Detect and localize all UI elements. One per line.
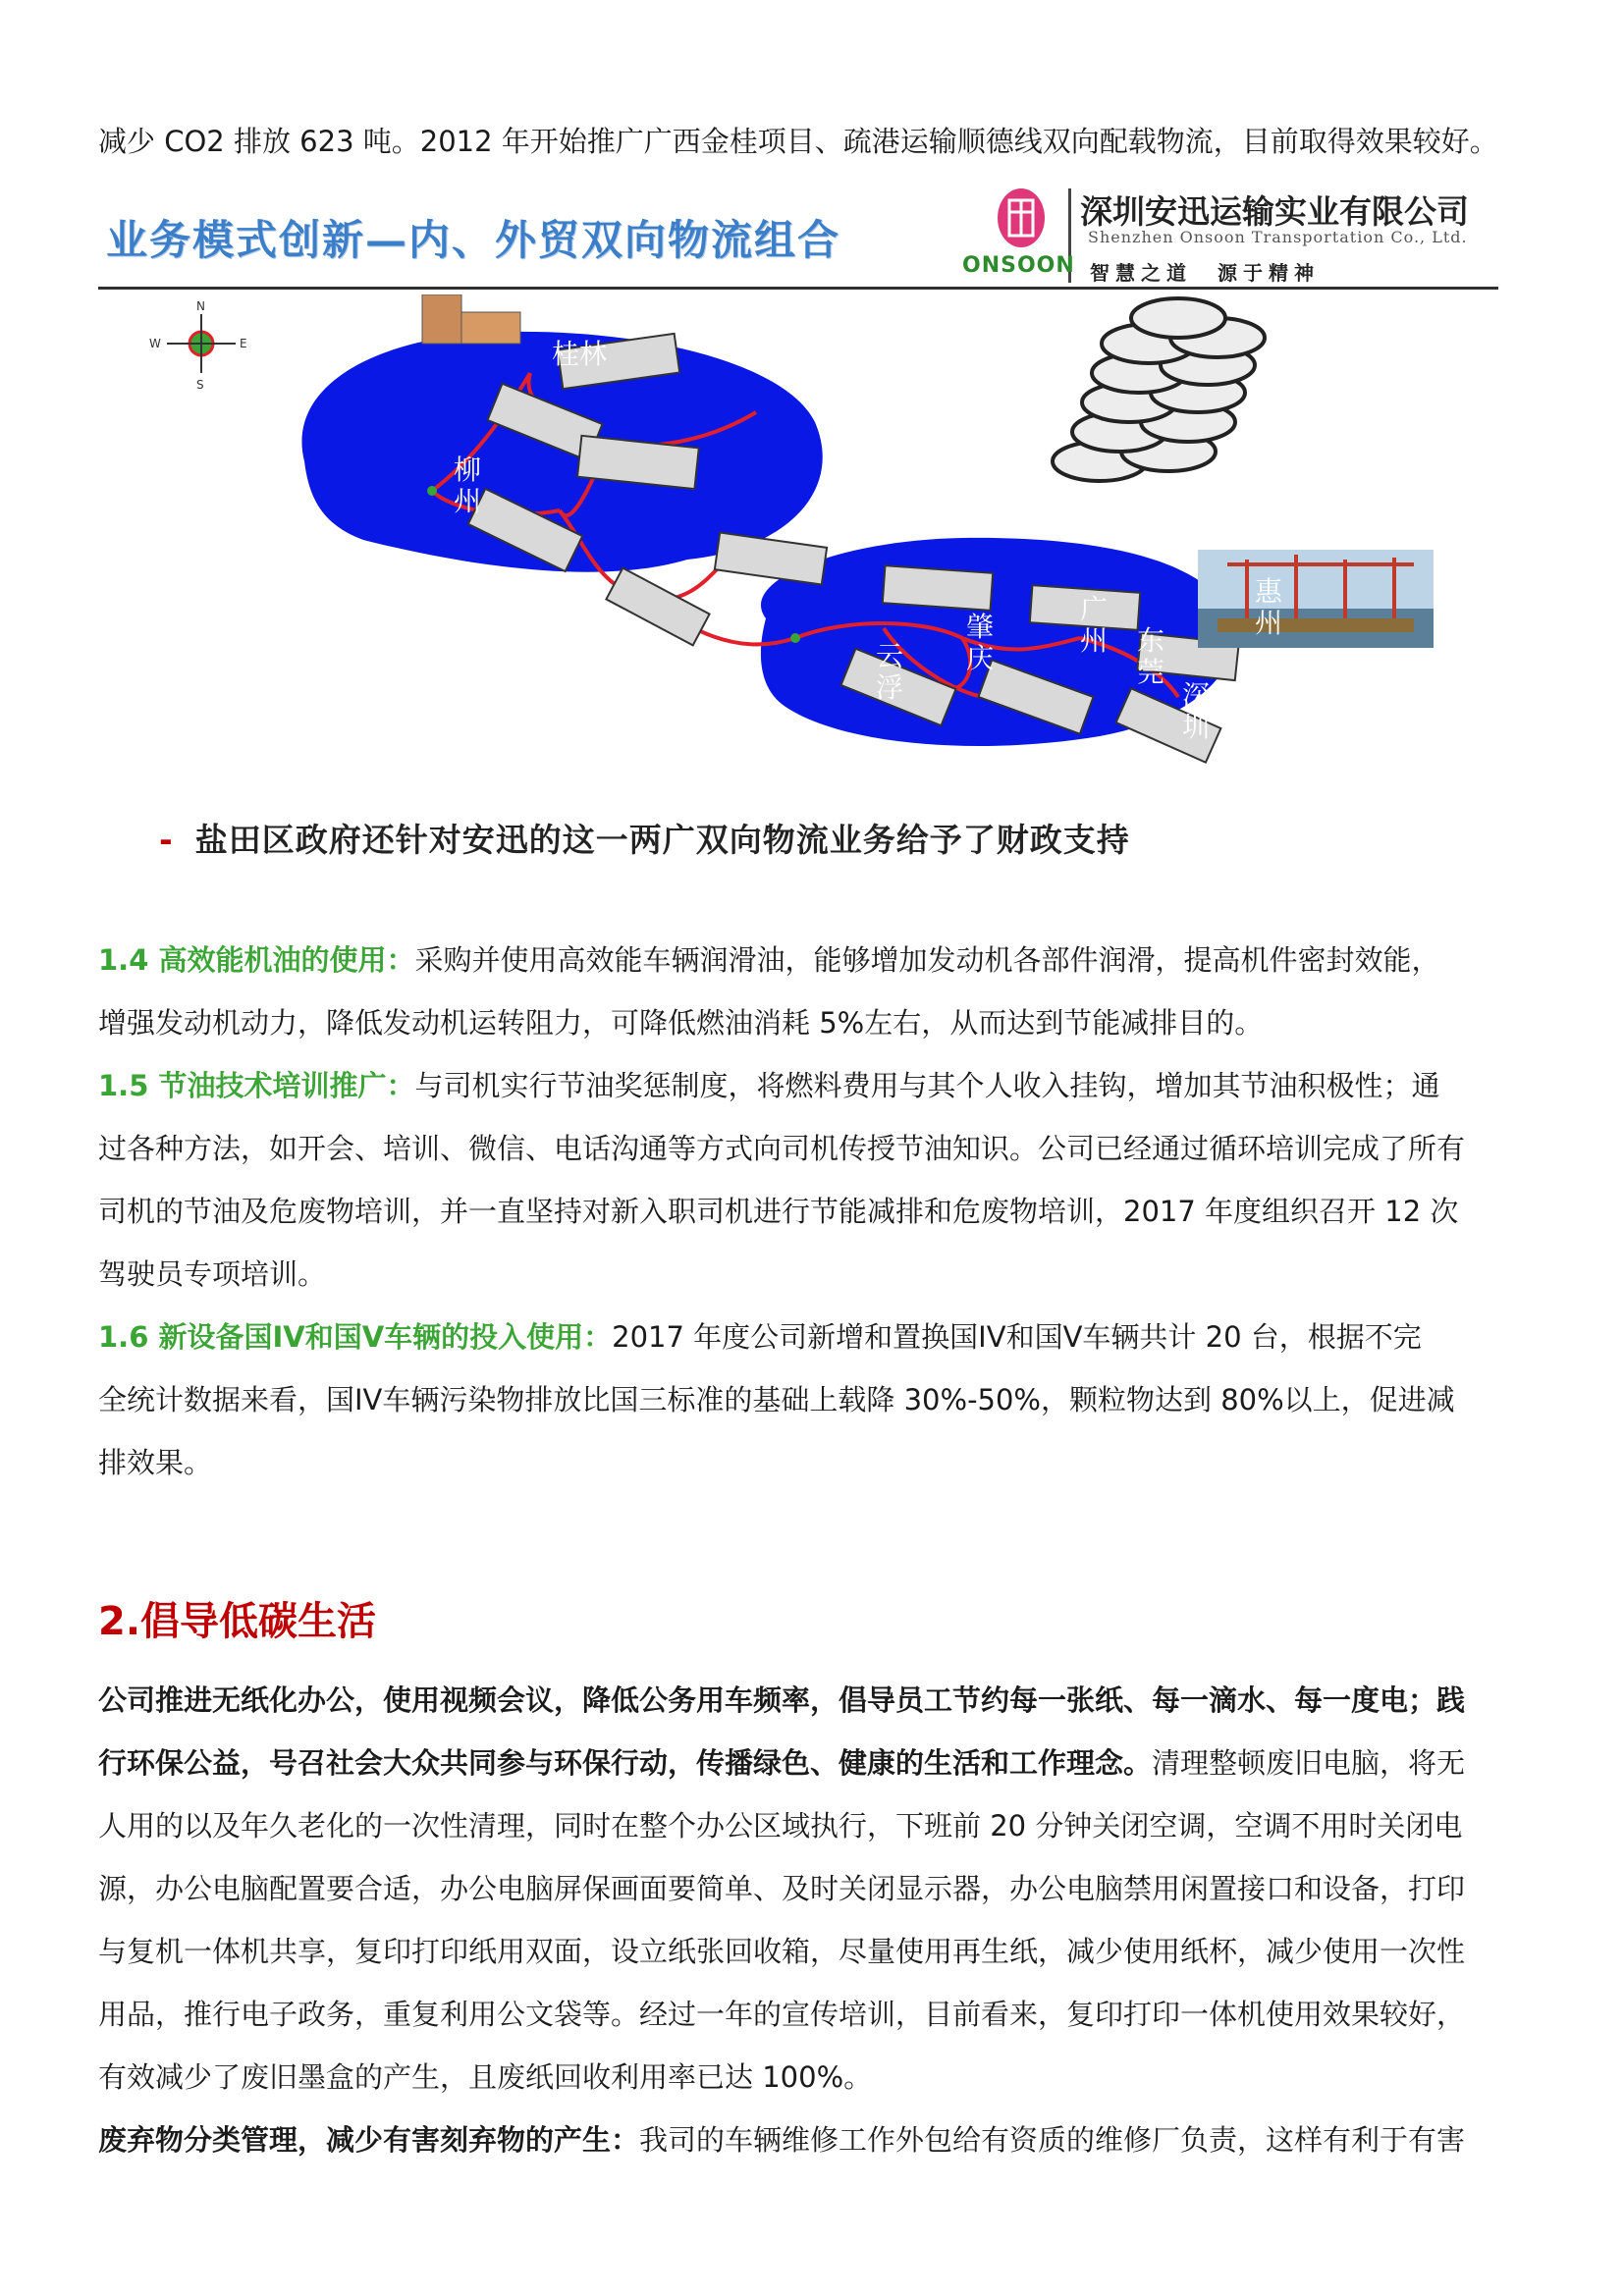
caption-bullet: - [159, 821, 174, 859]
company-name-cn: 深圳安迅运输实业有限公司 [1080, 192, 1469, 231]
truck-icon [883, 565, 993, 611]
para3-line-1: 废弃物分类管理，减少有害刻弃物的产生：我司的车辆维修工作外包给有资质的维修厂负责，这样有利于有害 [98, 2123, 1466, 2157]
figure-divider [98, 287, 1498, 290]
company-logo-icon [992, 187, 1051, 251]
para2-line-5: 与复机一体机共享，复印打印纸用双面，设立纸张回收箱，尽量使用再生纸，减少使用纸杯，减少使用一次性 [98, 1935, 1466, 1968]
compass-icon [149, 299, 247, 392]
svg-text:N: N [196, 299, 205, 313]
truck-icon [715, 533, 827, 585]
paragraph-2 [98, 1669, 1542, 2171]
svg-text:S: S [196, 378, 204, 392]
logistics-figure [98, 187, 1502, 883]
city-label: 深圳 [1182, 679, 1211, 743]
svg-text:E: E [240, 337, 247, 350]
section-1-6-line-1: 1.6 新设备国IV和国V车辆的投入使用：2017 年度公司新增和置换国IV和国Ⅴ车辆共计 20 台，根据不完 [98, 1320, 1422, 1354]
brand-name: ONSOON [962, 253, 1075, 278]
para2-line-2: 行环保公益，号召社会大众共同参与环保行动，传播绿色、健康的生活和工作理念。清理整顿废旧电脑，将无 [98, 1746, 1466, 1780]
para3-label: 废弃物分类管理，减少有害刻弃物的产生： [98, 2123, 640, 2157]
para2-line-4: 源，办公电脑配置要合适，办公电脑屏保画面要简单、及时关闭显示器，办公电脑禁用闲置接口和设备，打印 [98, 1872, 1466, 1905]
logistics-map [98, 294, 1502, 805]
section-1-5-label: 1.5 节油技术培训推广： [98, 1069, 415, 1102]
city-label: 肇庆 [966, 611, 995, 674]
company-name-en: Shenzhen Onsoon Transportation Co., Ltd. [1088, 228, 1468, 246]
caption-text: 盐田区政府还针对安迅的这一两广双向物流业务给予了财政支持 [194, 821, 1130, 859]
section-1-5-line-2: 过各种方法，如开会、培训、微信、电话沟通等方式向司机传授节油知识。公司已经通过循环培训完成了所有 [98, 1132, 1466, 1165]
section-1-5-line-4: 驾驶员专项培训。 [98, 1257, 327, 1291]
para2-line-3: 人用的以及年久老化的一次性清理，同时在整个办公区域执行，下班前 20 分钟关闭空调，空调不用时关闭电 [98, 1809, 1463, 1842]
coins-icon [1053, 298, 1265, 481]
para2-line-7: 有效减少了废旧墨盒的产生，且废纸回收利用率已达 100%。 [98, 2060, 873, 2094]
section-1-4-line-1: 1.4 高效能机油的使用：采购并使用高效能车辆润滑油，能够增加发动机各部件润滑，提高机件密封效能， [98, 943, 1440, 977]
city-label: 桂林 [552, 338, 608, 370]
section-list [98, 929, 1542, 1494]
city-label: 东莞 [1137, 624, 1165, 688]
factory-icon [410, 294, 520, 344]
city-label: 贺州 [854, 340, 883, 403]
para2-line-1: 公司推进无纸化办公，使用视频会议，降低公务用车频率，倡导员工节约每一张纸、每一滴水、每一度电；践 [98, 1683, 1466, 1717]
section-1-4-label: 1.4 高效能机油的使用： [98, 943, 415, 977]
truck-icon [606, 568, 709, 646]
section-1-6-line-2: 全统计数据来看，国IV车辆污染物排放比国三标准的基础上载降 30%-50%，颗粒物达到 80%以上，促进减 [98, 1383, 1455, 1416]
city-label: 云浮 [876, 640, 904, 704]
section-1-6-line-3: 排效果。 [98, 1446, 213, 1479]
company-slogan: 智慧之道 源于精神 [1090, 261, 1320, 285]
section-1-4-line-2: 增强发动机动力，降低发动机运转阻力，可降低燃油消耗 5%左右，从而达到节能减排目的。 [98, 1006, 1264, 1040]
port-image-icon [1198, 550, 1434, 648]
city-label: 惠州 [1255, 575, 1283, 639]
svg-text:W: W [149, 337, 161, 350]
section-1-5-line-1: 1.5 节油技术培训推广：与司机实行节油奖惩制度，将燃料费用与其个人收入挂钩，增加其节油积极性；通 [98, 1069, 1440, 1102]
figure-title: 业务模式创新—内、外贸双向物流组合 [106, 216, 841, 264]
city-label: 广州 [1080, 593, 1109, 657]
section-1-5-line-3: 司机的节油及危废物培训，并一直坚持对新入职司机进行节能减排和危废物培训，2017 年度组织召开 12 次 [98, 1195, 1459, 1228]
city-label: 柳州 [454, 454, 482, 517]
figure-caption [159, 815, 1130, 861]
section-2-heading: 2.倡导低碳生活 [98, 1599, 377, 1644]
para2-line-6: 用品，推行电子政务，重复利用公文袋等。经过一年的宣传培训，目前看来，复印打印一体机使用效果较好， [98, 1998, 1466, 2031]
section-1-6-label: 1.6 新设备国IV和国V车辆的投入使用： [98, 1320, 613, 1354]
intro-line: 减少 CO2 排放 623 吨。2012 年开始推广广西金桂项目、疏港运输顺德线双向配载物流，目前取得效果较好。 [98, 125, 1498, 158]
